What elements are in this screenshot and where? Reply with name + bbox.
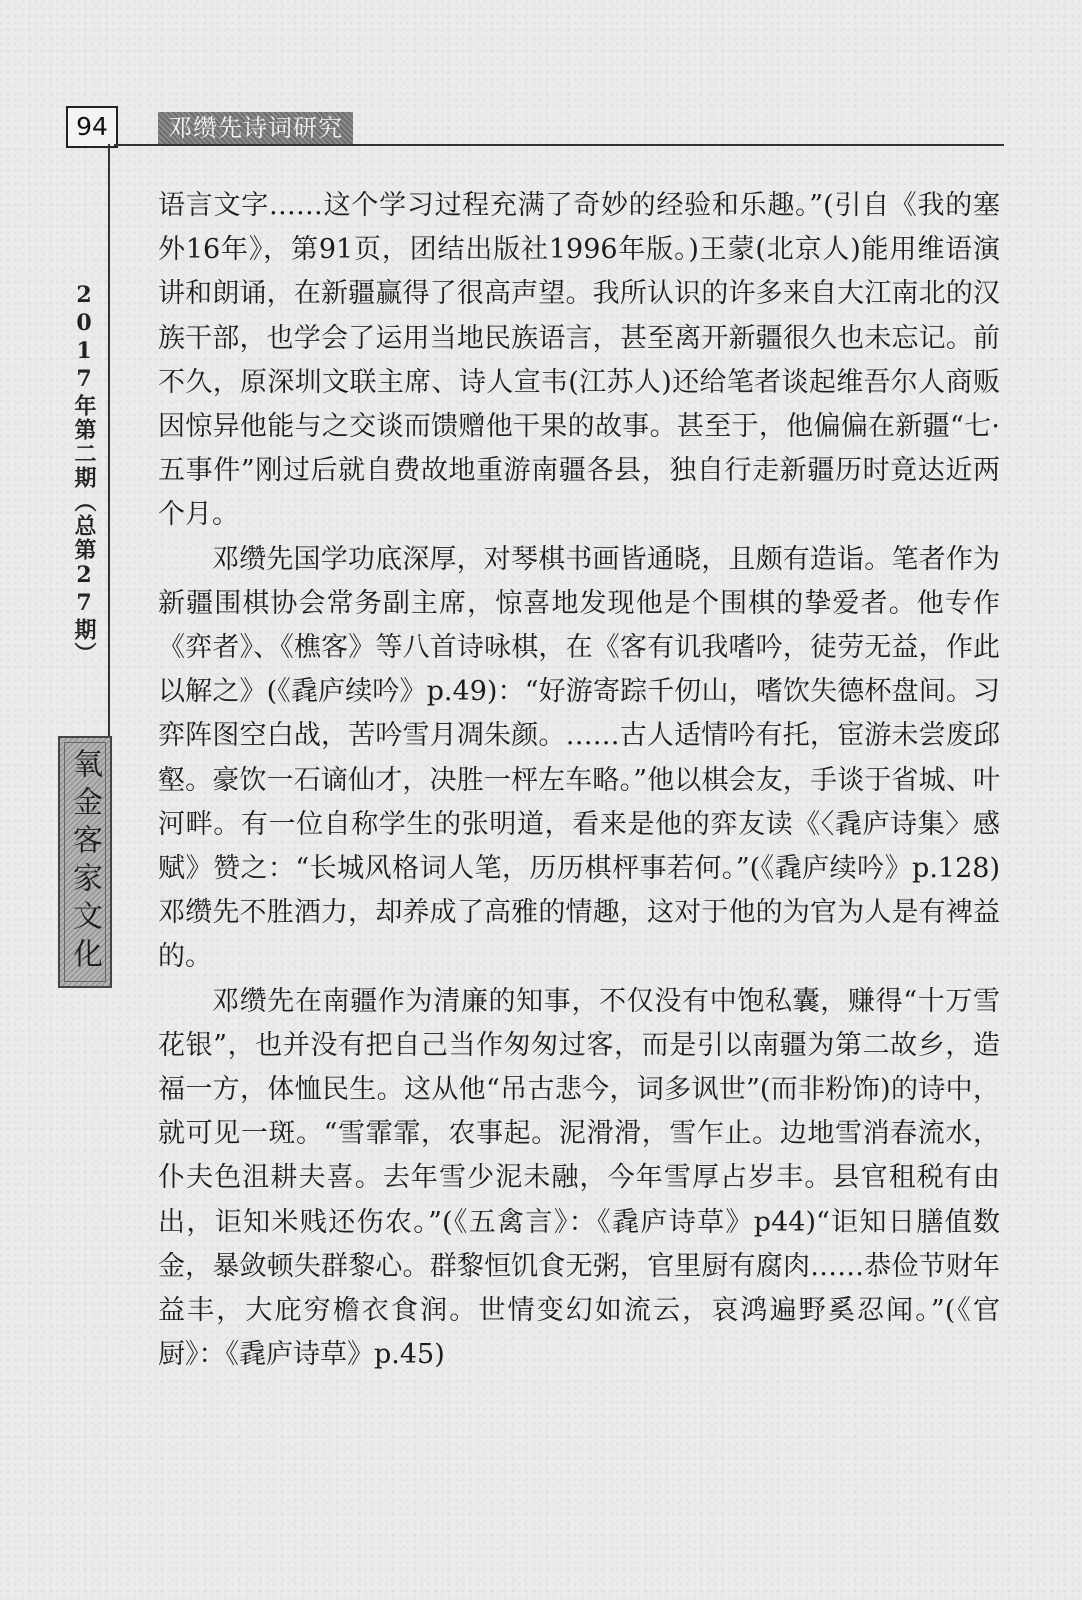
- article-body: [158, 184, 1000, 1377]
- header-divider: [114, 144, 1004, 146]
- page-number: 94: [66, 106, 118, 148]
- culture-logo-badge: [58, 736, 112, 988]
- paragraph-1: 语言文字……这个学习过程充满了奇妙的经验和乐趣。”(引自《我的塞外16年》，第91页，团结出版社1996年版。)王蒙(北京人)能用维语演讲和朗诵，在新疆赢得了很高声望。我所认识的许多来自大江南北的汉族干部，也学会了运用当地民族语言，甚至离开新疆很久也未忘记。前不久，原深圳文联主席、诗人宣韦(江苏人)还给笔者谈起维吾尔人商贩因惊异他能与之交谈而馈赠他干果的故事。甚至于，他偏偏在新疆“七·五事件”刚过后就自费故地重游南疆各县，独自行走新疆历时竟达近两个月。: [158, 190, 1000, 531]
- paragraph-3: 邓缵先在南疆作为清廉的知事，不仅没有中饱私囊，赚得“十万雪花银”，也并没有把自己当作匆匆过客，而是引以南疆为第二故乡，造福一方，体恤民生。这从他“吊古悲今，词多讽世”(而非粉饰)的诗中，就可见一斑。“雪霏霏，农事起。泥滑滑，雪乍止。边地雪消春流水，仆夫色沮耕夫喜。去年雪少泥未融，今年雪厚占岁丰。县官租税有由出，讵知米贱还伤农。”(《五禽言》：《毳庐诗草》p44)“讵知日膳值数金，暴敛顿失群黎心。群黎恒饥食无粥，官里厨有腐肉……恭俭节财年益丰，大庇穷檐衣食润。世情变幻如流云，哀鸿遍野奚忍闻。”(《官厨》：《毳庐诗草》p.45): [158, 985, 1000, 1371]
- issue-label: 2017年第二期（总第27期）: [71, 282, 97, 666]
- margin-divider: [108, 144, 110, 764]
- running-header-title: 邓缵先诗词研究: [158, 112, 353, 144]
- paragraph-2: 邓缵先国学功底深厚，对琴棋书画皆通晓，且颇有造诣。笔者作为新疆围棋协会常务副主席，惊喜地发现他是个围棋的挚爱者。他专作《弈者》、《樵客》等八首诗咏棋，在《客有讥我嗜吟，徒劳无益，作此以解之》(《毳庐续吟》p.49)：“好游寄踪千仞山，嗜饮失德杯盘间。习弈阵图空白战，苦吟雪月凋朱颜。……古人适情吟有托，宦游未尝废邱壑。豪饮一石谪仙才，决胜一枰左车略。”他以棋会友，手谈于省城、叶河畔。有一位自称学生的张明道，看来是他的弈友读《〈毳庐诗集〉感赋》赞之：“长城风格词人笔，历历棋枰事若何。”(《毳庐续吟》p.128)邓缵先不胜酒力，却养成了高雅的情趣，这对于他的为官为人是有裨益的。: [158, 543, 1000, 973]
- culture-logo-text: 氧金客家文化: [64, 742, 106, 982]
